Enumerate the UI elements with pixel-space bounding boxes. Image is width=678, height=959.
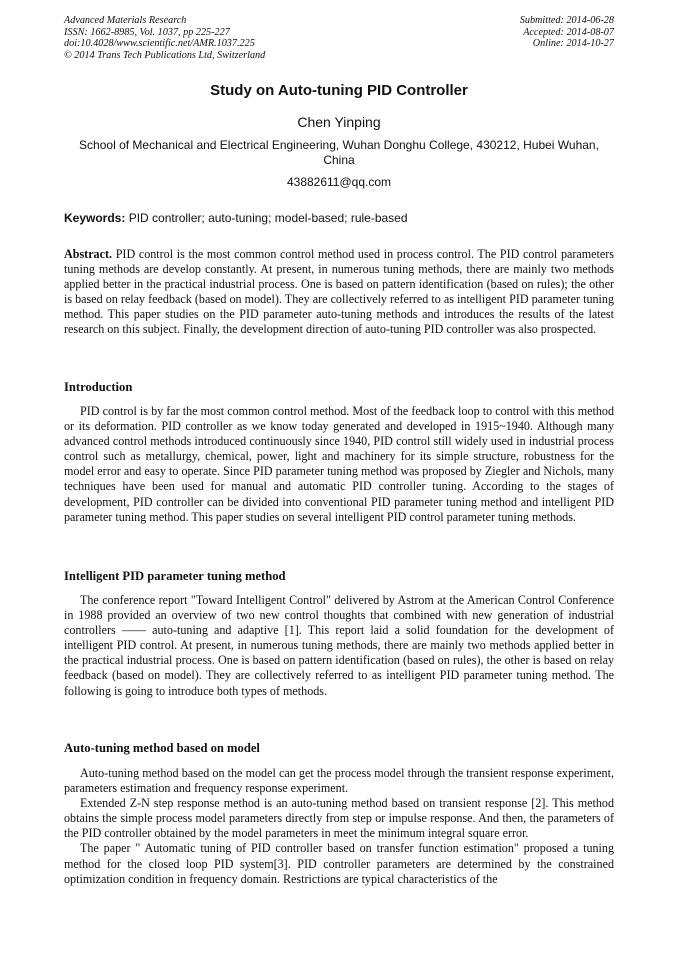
- author-affiliation: School of Mechanical and Electrical Engineering, Wuhan Donghu College, 430212, Hubei Wuhan, China: [79, 138, 599, 167]
- paragraph: Auto-tuning method based on the model can get the process model through the transient response experiment, parameters estimation and frequency response experiment.: [64, 766, 614, 796]
- date-accepted: Accepted: 2014-08-07: [523, 26, 614, 38]
- abstract: [64, 247, 614, 338]
- keywords-list: PID controller; auto-tuning; model-based; rule-based: [128, 211, 408, 225]
- journal-copyright: © 2014 Trans Tech Publications Ltd, Switzerland: [64, 49, 266, 61]
- section-intelligent: [64, 593, 614, 699]
- section-heading-introduction: Introduction: [64, 380, 133, 394]
- section-introduction: [64, 404, 614, 525]
- paragraph: Extended Z-N step response method is an auto-tuning method based on transient response [2]. This method obtains the simple process model parameters directly from step or impulse response. And then, the parameters of the PID controller obtained by the model parameters in meet the minimum integral square error.: [64, 796, 614, 841]
- paragraph: The paper " Automatic tuning of PID controller based on transfer function estimation" proposed a tuning method for the closed loop PID system[3]. PID controller parameters are determined by the constrained optimization condition in frequency domain. Restrictions are typical characteristics of the: [64, 841, 614, 886]
- keywords-label: Keywords:: [64, 211, 126, 225]
- section-heading-intelligent: Intelligent PID parameter tuning method: [64, 569, 286, 583]
- submission-dates: [520, 15, 614, 50]
- paragraph: PID control is by far the most common control method. Most of the feedback loop to control with this method or its deformation. PID controller as we know today generated and developed in 1915~1940. Although many advanced control methods introduced continuously since 1940, PID control still widely used in industrial process control such as metallurgy, chemical, power, light and machinery for its simple structure, robustness for the model error and easy to operate. Since PID parameter tuning method was proposed by Ziegler and Nichols, many techniques have been used for manual and automatic PID controller tuning. According to the stages of development, PID controller can be divided into conventional PID parameter tuning method and intelligent PID parameter tuning method. This paper studies on several intelligent PID control parameter tuning methods.: [64, 404, 614, 524]
- journal-doi: doi:10.4028/www.scientific.net/AMR.1037.225: [64, 38, 255, 50]
- journal-issn: ISSN: 1662-8985, Vol. 1037, pp 225-227: [64, 26, 230, 38]
- journal-info: [64, 15, 265, 61]
- author-email: 43882611@qq.com: [286, 175, 392, 189]
- abstract-label: Abstract.: [64, 247, 113, 261]
- paper-title: Study on Auto-tuning PID Controller: [210, 82, 468, 99]
- section-heading-model-based: Auto-tuning method based on model: [64, 741, 260, 755]
- date-online: Online: 2014-10-27: [532, 38, 614, 50]
- paragraph: The conference report "Toward Intelligent Control" delivered by Astrom at the American Control Conference in 1988 provided an overview of two new control thoughts that combined with new generation of industrial controllers —— auto-tuning and adaptive [1]. This report laid a solid foundation for the development of intelligent PID control. At present, in numerous tuning methods, there are mainly two methods applied better in the practical industrial process. One is based on pattern identification (based on rules), the other is based on relay feedback (based on model). They are collectively referred to as intelligent PID parameter tuning method. The following is going to introduce both types of methods.: [64, 593, 614, 698]
- abstract-text: PID control is the most common control method used in process control. The PID control parameters tuning methods are develop constantly. At present, in numerous tuning methods, there are mainly two methods applied better in the practical industrial process. One is based on pattern identification (based on rules); the other is based on relay feedback (based on model). They are collectively referred to as intelligent PID parameter tuning method. This paper studies on the PID parameter auto-tuning methods and introduces the results of the latest research on this subject. Finally, the development direction of auto-tuning PID controller was also prospected.: [64, 247, 614, 337]
- journal-name: Advanced Materials Research: [64, 15, 187, 26]
- date-submitted: Submitted: 2014-06-28: [519, 15, 614, 26]
- section-model-based: [64, 766, 614, 887]
- author-name: Chen Yinping: [297, 114, 381, 130]
- keywords: [64, 211, 614, 225]
